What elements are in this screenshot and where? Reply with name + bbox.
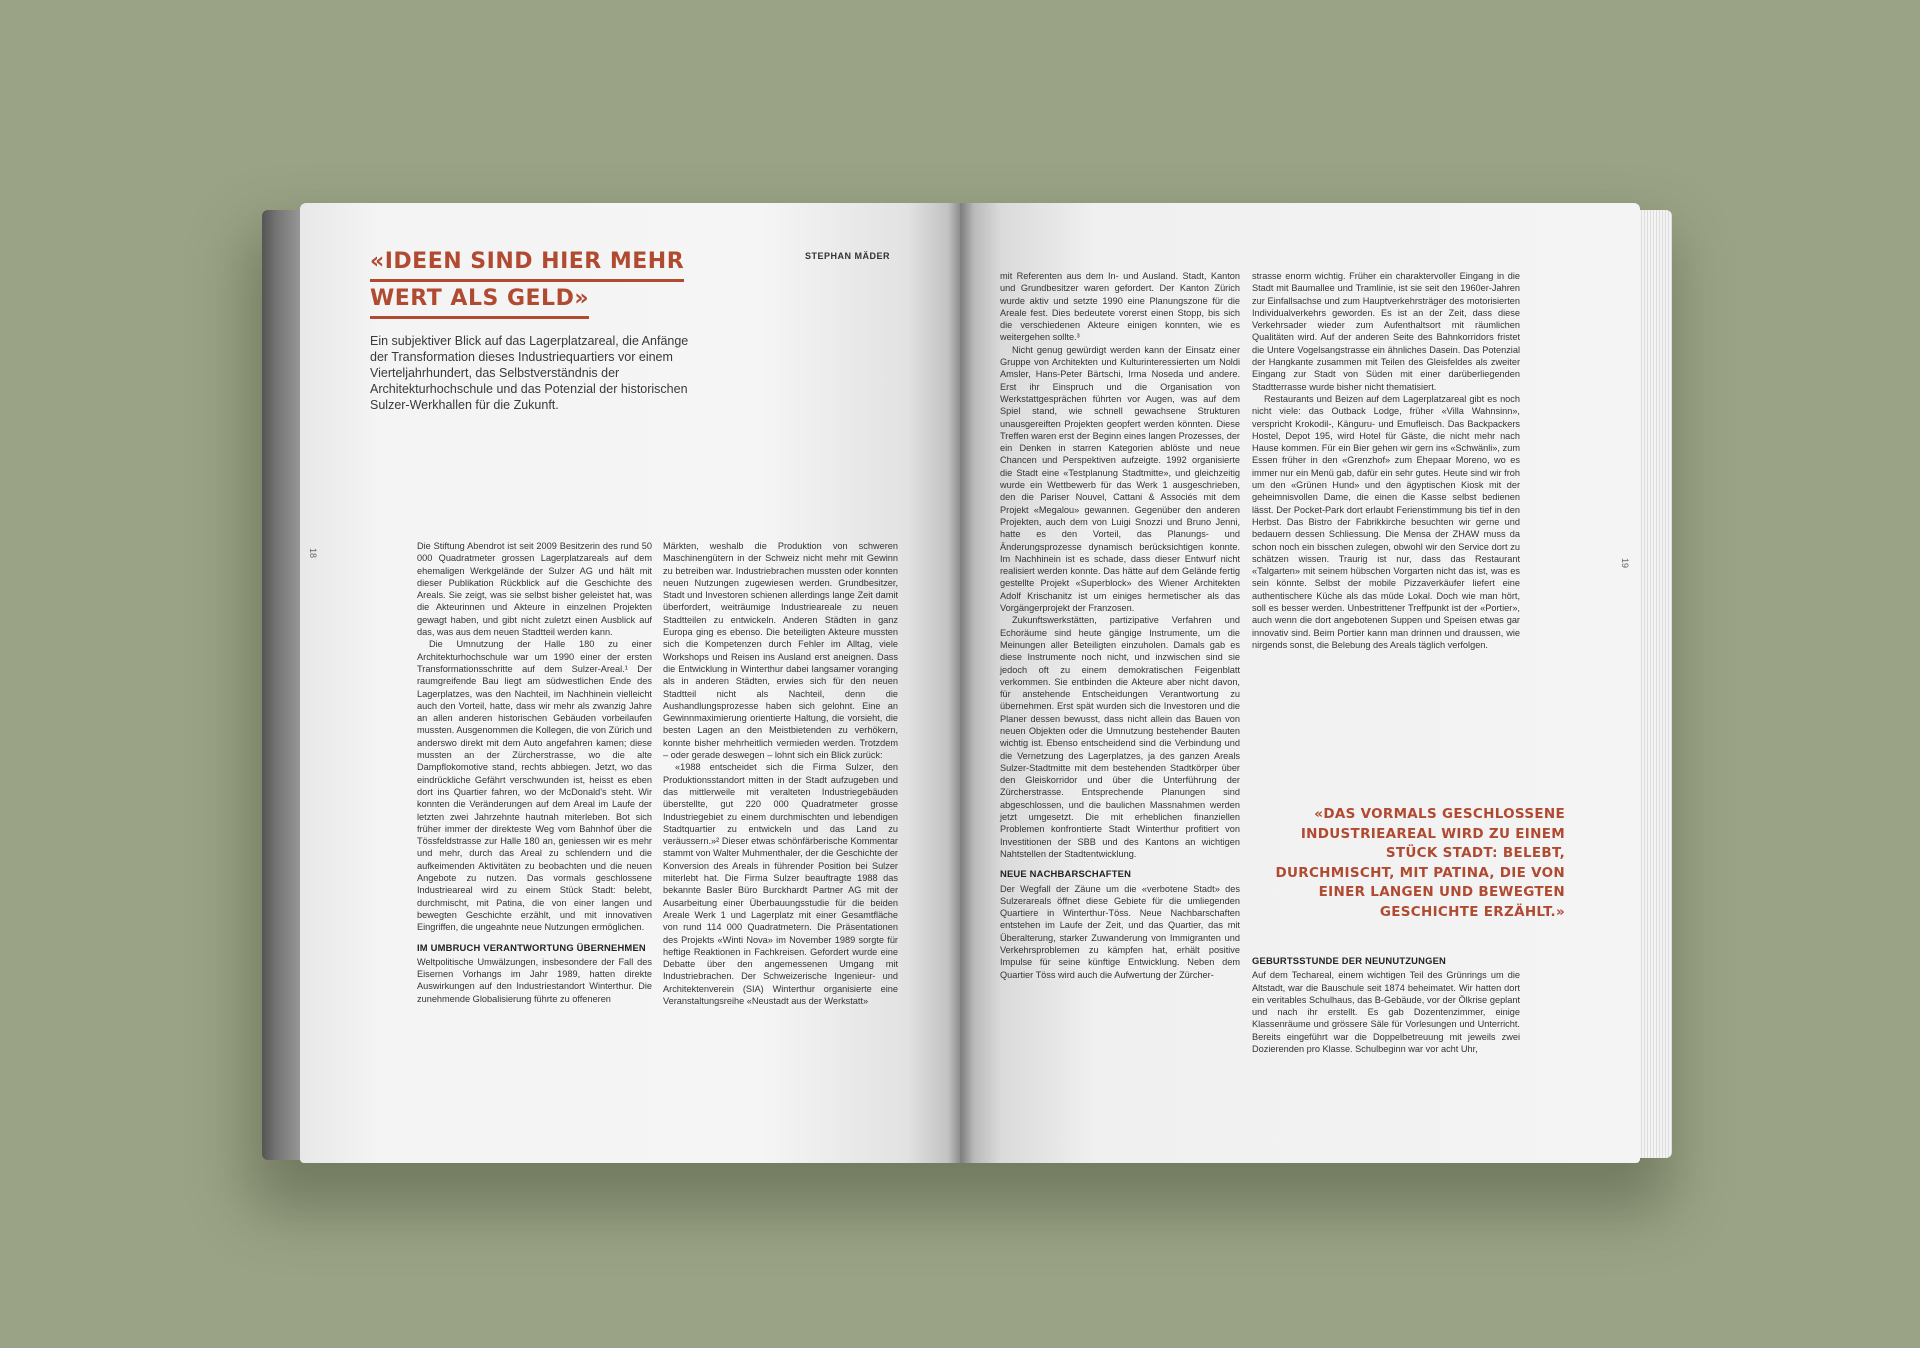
- title-line-2: WERT ALS GELD»: [370, 282, 589, 319]
- left-column-1: [417, 540, 652, 1005]
- paragraph: Die Stiftung Abendrot ist seit 2009 Besitzerin des rund 50 000 Quadratmeter grossen Lagerplatzareals auf dem ehemaligen Werkgelände der Sulzer AG und hält mit dieser Publikation Rückblick auf die Geschichte des Areals. Sie zeigt, was sie selbst bisher geleistet hat, was die Akteurinnen und Akteure in einzelnen Projekten gewagt haben, und gibt nicht zuletzt einen Ausblick auf das, was aus dem neuen Stadtteil werden kann.: [417, 541, 652, 638]
- lead-paragraph: Ein subjektiver Blick auf das Lagerplatzareal, die Anfänge der Transformation dieses Industriequartiers vor einem Vierteljahrhundert, das Selbstverständnis der Architekturhochschule und das Potenzial der historischen Sulzer-Werkhallen für die Zukunft.: [370, 334, 689, 412]
- paragraph: «1988 entscheidet sich die Firma Sulzer, den Produktionsstandort mitten in der Stadt aufzugeben und das mittlerweile mit veralteten Industriegebäuden überstellte, gut 220 000 Quadratmeter grosse Industriegebiet zu einem durchmischten und lebendigen Stadtquartier zu entwickeln und das Land zu veräussern.»² Dieser etwas schönfärberische Kommentar stammt von Walter Muhmenthaler, der die Geschichte der Konversion des Areals in führender Position bei Sulzer miterlebt hat. Die Firma Sulzer beauftragte 1988 das bekannte Basler Büro Burckhardt Partner AG mit der Ausarbeitung einer Überbauungsstudie für die beiden Areale Werk 1 und Lagerplatz mit einer Gesamtfläche von rund 114 000 Quadratmetern. Die Präsentationen des Projekts «Winti Nova» im November 1989 sorgte für heftige Reaktionen in Fachkreisen. Gefordert wurde eine Debatte über den angemessenen Umgang mit Industriebrachen. Der Schweizerische Ingenieur- und Architektenverein (SIA) Winterthur organisierte eine Veranstaltungsreihe «Neustadt aus der Werkstatt»: [663, 762, 898, 1006]
- paragraph: mit Referenten aus dem In- und Ausland. Stadt, Kanton und Grundbesitzer waren gefordert. Der Kanton Zürich wurde aktiv und setzte 1990 eine Planungszone für die Areale fest. Dies bedeutete vorerst einen Stopp, bis sich die verschiedenen Akteure einigen konnten, wie es weitergehen sollte.³: [1000, 271, 1240, 343]
- author-name: STEPHAN MÄDER: [804, 251, 890, 261]
- paragraph: Restaurants und Beizen auf dem Lagerplatzareal gibt es noch nicht viele: das Outback Lodge, früher «Villa Wahnsinn», verspricht Krokodil-, Känguru- und Emufleisch. Das Backpackers Hostel, Depot 195, wird Hotel für Gäste, die nicht mehr nach Hause kommen. Für ein Bier gehen wir gern ins «Schwänli», zum Essen früher in den «Grenzhof» zum Ehepaar Moreno, wo es immer nur ein Menü gab, dafür ein sehr gutes. Heute sind wir froh um den «Grünen Hund» und den ägyptischen Kiosk mit der geheimnisvollen Dame, die einen die Kasse selbst bedienen lässt. Der Pocket-Park dort erlaubt Ferienstimmung bis tief in den Herbst. Das Bistro der Fabrikkirche besuchten wir gerne und bedauern dessen Schliessung. Die Mensa der ZHAW muss da schon noch ein bisschen zulegen, obwohl wir den Service dort zu schätzen wissen. Traurig ist nur, dass das Restaurant «Talgarten» mit seinem hübschen Vorgarten nicht das ist, was es sein könnte. Selbst der mobile Pizzaverkäufer liefert eine authentischere Küche als das müde Lokal. Doch wie man hört, soll es besser werden. Unbestrittener Treffpunkt ist der «Portier», auch wenn die dort angebotenen Suppen und Speisen etwas gar innovativ sind. Beim Portier kann man drinnen und draussen, wie nirgends sonst, die Belebung des Areals täglich verfolgen.: [1252, 393, 1520, 650]
- paragraph: Auf dem Techareal, einem wichtigen Teil des Grünrings um die Altstadt, war die Bauschule seit 1874 beheimatet. Wir hatten dort ein veritables Schulhaus, das B-Gebäude, vor der Ölkrise geplant und nach ihr erstellt. Es gab Dozentenzimmer, einige Klassenräume und grössere Säle für Vorlesungen und Unterricht. Bereits eingeführt war die Doppelbetreuung mit jeweils zwei Dozierenden pro Klasse. Schulbeginn war vor acht Uhr,: [1252, 970, 1520, 1055]
- pull-quote: «DAS VORMALS GESCHLOSSENE INDUSTRIEAREAL WIRD ZU EINEM STÜCK STADT: BELEBT, DURCHMISCHT, MIT PATINA, DIE VON EINER LANGEN UND BEWEGTEN GESCHICHTE ERZÄHLT.»: [1275, 806, 1565, 920]
- paragraph: Der Wegfall der Zäune um die «verbotene Stadt» des Sulzerareals öffnet diese Gebiete für die umliegenden Quartiere in Winterthur-Töss. Neue Nachbarschaften entstehen im Laufe der Zeit, und das Quartier, das mit Überalterung, starker Zuwanderung von Immigranten und Verkehrsproblemen zu kämpfen hat, erhält positive Impulse für seine künftige Entwicklung. Neben dem Quartier Töss wird auch die Aufwertung der Zürcher-: [1000, 883, 1240, 980]
- left-page: [300, 203, 960, 1163]
- left-column-2: [663, 540, 898, 1007]
- book-spine-edge: [262, 210, 302, 1160]
- paragraph: strasse enorm wichtig. Früher ein charaktervoller Eingang in die Stadt mit Baumallee und Tramlinie, ist sie seit den 1960er-Jahren zur Einfallsachse und zum Hauptverkehrsträger des motorisierten Individualverkehrs geworden. Es ist an der Zeit, dass diese Verkehrsader wieder zum Aufenthaltsort mit räumlichen Qualitäten wird. Auf der anderen Seite des Bahnkorridors fristet die Untere Vogelsangstrasse ein ähnliches Dasein. Das Potenzial der Hangkante zusammen mit Teilen des Gleisfeldes als zweiter Eingang zur Stadt von Süden mit einer darüberliegenden Stadtterrasse wurde bisher nicht thematisiert.: [1252, 271, 1520, 392]
- paragraph: Zukunftswerkstätten, partizipative Verfahren und Echoräume sind heute gängige Instrumente, um die Meinungen aller Beteiligten einzuholen. Damals gab es diese Instrumente noch nicht, und inzwischen sind sie jedoch oft zu einem demokratischen Feigenblatt verkommen. Sie entbinden die Akteure aber nicht davon, für anstehende Entscheidungen Verantwortung zu übernehmen. Erst spät wurden sich die Investoren und die Planer dessen bewusst, dass nicht allein das Bauen von neuen Objekten oder die Umnutzung bestehender Bauten wichtig ist. Ebenso entscheidend sind die Verbindung und die Vernetzung des Lagerplatzes, ja des ganzen Areals Sulzer-Stadtmitte mit dem bestehenden Stadtkörper über den Gleiskorridor und über die Unterführung der Zürcherstrasse. Entsprechende Planungen sind abgeschlossen, und die baulichen Massnahmen werden jetzt umgesetzt. Die mit erheblichen finanziellen Problemen konfrontierte Stadt Winterthur profitiert von Investitionen der SBB und des Kantons an wichtigen Nahtstellen der Stadtentwicklung.: [1000, 615, 1240, 859]
- right-column-2-bottom: [1252, 955, 1520, 1055]
- section-heading: IM UMBRUCH VERANTWORTUNG ÜBERNEHMEN: [417, 941, 646, 953]
- paragraph: Weltpolitische Umwälzungen, insbesondere der Fall des Eisernen Vorhangs im Jahr 1989, hatten direkte Auswirkungen auf den Industriestandort Winterthur. Die zunehmende Globalisierung führte zu offeneren: [417, 956, 652, 1004]
- title-line-1: «IDEEN SIND HIER MEHR: [370, 245, 684, 282]
- page-number: 19: [1619, 557, 1630, 569]
- paragraph: Märkten, weshalb die Produktion von schweren Maschinengütern in der Schweiz nicht mehr mit Gewinn zu betreiben war. Industriebrachen mussten oder konnten neuen Nutzungen zugewiesen werden. Grundbesitzer, Stadt und Investoren schienen allerdings lange Zeit damit überfordert, weiträumige Industrieareale zu neuen Stadtteilen zu entwickeln. Anderen Städten in ganz Europa ging es ebenso. Die beteiligten Akteure mussten sich die Kompetenzen durch Fehler im Alltag, viele Workshops und Reisen ins Ausland erst aneignen. Dass die Entwicklung in Winterthur dabei langsamer voranging als in anderen Städten, erwies sich für den neuen Stadtteil nicht als Nachteil, denn die Aushandlungsprozesse haben sich gelohnt. Eine an Gewinnmaximierung orientierte Haltung, die vorsieht, die besten Lagen an den Meistbietenden zu verhökern, konnte bisher mehrheitlich vermieden werden. Trotzdem – oder gerade deswegen – lohnt sich ein Blick zurück:: [663, 541, 898, 761]
- article-title: [370, 245, 684, 319]
- paragraph: Die Umnutzung der Halle 180 zu einer Architekturhochschule war um 1990 einer der ersten Transformationsschritte auf dem Sulzer-Areal.¹ Der raumgreifende Bau liegt am südwestlichen Ende des Lagerplatzes, was den Nachteil, im Nachhinein vielleicht auch den Vorteil, hatte, dass wir mehr als zwanzig Jahre an allen anderen historischen Gebäuden vorbeilaufen mussten. Ausgenommen die Kollegen, die von Zürich und anderswo direkt mit dem Auto angefahren kamen; diese mussten an der Zürcherstrasse, wo die alte Dampflokomotive stand, rechts abbiegen. Jetzt, wo das eindrückliche Gefährt verschwunden ist, heisst es eben dort ins Quartier fahren, wo der McDonald's steht. Wir konnten die Veränderungen auf dem Areal im Laufe der letzten zwei Jahrzehnte hautnah miterleben. Bot sich früher immer der direkteste Weg vom Bahnhof über die Tössfeldstrasse zur Halle 180 an, geniessen wir es mehr und mehr, durch das Areal zu schlendern und die aufkeimenden Aktivitäten zu beobachten und die neuen Angebote zu nutzen. Das vormals geschlossene Industrieareal wird zu einem Stück Stadt: belebt, durchmischt, mit Patina, die von einer langen und bewegten Geschichte erzählt, und mit innovativen Eingriffen, die ungeahnte neue Nutzungen ermöglichen.: [417, 639, 652, 933]
- page-number: 18: [308, 547, 319, 559]
- book-gutter: [948, 203, 974, 1163]
- paragraph: Nicht genug gewürdigt werden kann der Einsatz einer Gruppe von Architekten und Kulturinteressierten um Noldi Amsler, Hans-Peter Bärtschi, Irma Noseda und andere. Erst ihr Einspruch und die Organisation von Werkstattgesprächen führten vor Augen, was auf dem Spiel stand, wie schnell gewachsene Strukturen unausgereiften Projekten geopfert werden könnten. Diese Treffen waren erst der Beginn eines langen Prozesses, der ein Denken in starren Kategorien ablöste und neue Chancen und Perspektiven aufzeigte. 1992 organisierte die Stadt eine «Testplanung Stadtmitte», und gleichzeitig wurde ein Wettbewerb für das Werk 1 ausgeschrieben, den die Pariser Nouvel, Cattani & Associés mit dem Projekt «Megalou» gewannen. Gegenüber den anderen Projekten, auch dem von Luigi Snozzi und Bruno Jenni, hatte es den Vorteil, das Planungs- und Änderungsprozesse dynamisch berücksichtigen konnte. Im Nachhinein ist es schade, dass dieser Entwurf nicht realisiert werden konnte. Das hätte auf dem Gelände fertig gestellte Projekt «Superblock» des Wiener Architekten Adolf Krischanitz ist um einiges hermetischer als das Vorgängerprojekt der Franzosen.: [1000, 344, 1240, 614]
- section-heading: GEBURTSSTUNDE DER NEUNUTZUNGEN: [1252, 955, 1447, 966]
- right-column-2: [1252, 270, 1520, 651]
- right-column-1: [1000, 270, 1240, 981]
- section-heading: NEUE NACHBARSCHAFTEN: [1000, 868, 1132, 880]
- right-page: [960, 203, 1640, 1163]
